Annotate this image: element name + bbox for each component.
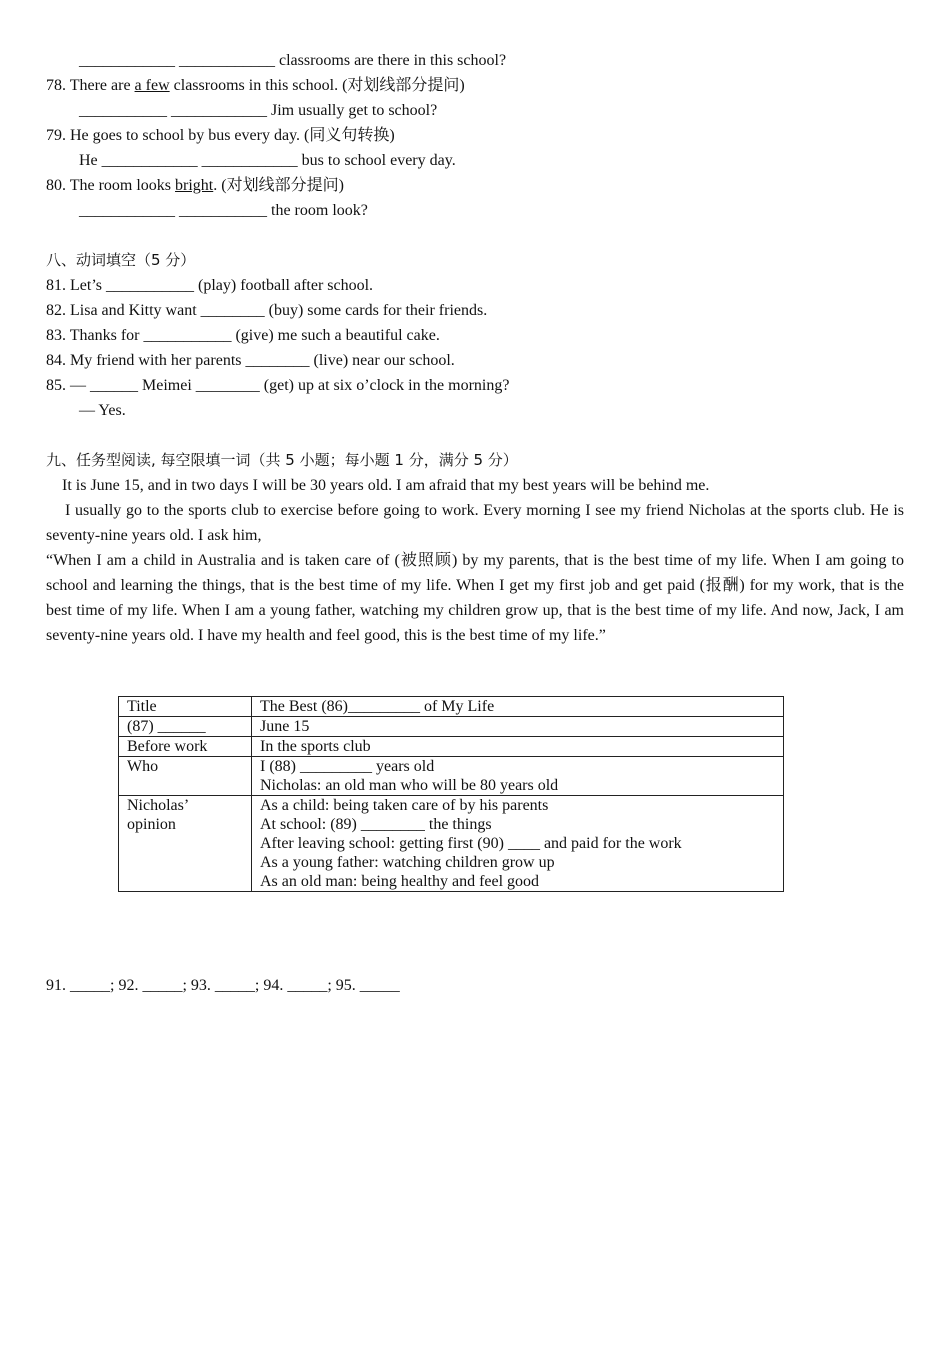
- passage-paragraph-2: I usually go to the sports club to exercise before going to work. Every morning I see my friend Nicholas at the sports club. He is seventy-nine years old. I ask him,: [46, 502, 904, 544]
- table-row: [119, 717, 784, 737]
- section-9-heading: 九、任务型阅读, 每空限填一词（共 5 小题；每小题 1 分，满分 5 分）: [46, 451, 518, 469]
- table-cell-line: I (88) _________ years old: [260, 758, 435, 775]
- table-row: [119, 796, 784, 892]
- q80-text-start: 80. The room looks: [46, 177, 176, 194]
- summary-table: [118, 696, 784, 892]
- table-cell-line: As an old man: being healthy and feel good: [260, 873, 540, 890]
- table-cell-value: The Best (86)_________ of My Life: [252, 697, 784, 717]
- question-82: 82. Lisa and Kitty want ________ (buy) some cards for their friends.: [46, 302, 488, 319]
- table-cell-value: [252, 796, 784, 892]
- table-cell-value: June 15: [252, 717, 784, 737]
- table-cell-label: [119, 796, 252, 892]
- q78-underlined-phrase: a few: [134, 77, 170, 94]
- table-row: [119, 697, 784, 717]
- question-79: 79. He goes to school by bus every day. (同义句转换): [46, 127, 395, 144]
- passage-paragraph-1: It is June 15, and in two days I will be 30 years old. I am afraid that my best years will be behind me.: [62, 477, 710, 494]
- table-cell-value: [252, 757, 784, 796]
- table-cell-label: Who: [119, 757, 252, 796]
- question-84: 84. My friend with her parents ________ (live) near our school.: [46, 352, 455, 369]
- answer-blanks-91-95: 91. _____; 92. _____; 93. _____; 94. _____; 95. _____: [46, 977, 400, 994]
- q85-reply: — Yes.: [79, 402, 126, 419]
- question-80: [46, 173, 344, 198]
- q78-answer-line: ___________ ____________ Jim usually get to school?: [79, 102, 438, 119]
- question-83: 83. Thanks for ___________ (give) me such a beautiful cake.: [46, 327, 440, 344]
- table-cell-line: At school: (89) ________ the things: [260, 816, 492, 833]
- q80-underlined-word: bright: [175, 177, 214, 194]
- table-cell-line: Nicholas: an old man who will be 80 years old: [260, 777, 559, 794]
- table-cell-label: Title: [119, 697, 252, 717]
- question-85: 85. — ______ Meimei ________ (get) up at six o’clock in the morning?: [46, 377, 510, 394]
- q79-answer-line: He ____________ ____________ bus to school every day.: [79, 152, 456, 169]
- table-row: [119, 757, 784, 796]
- table-cell-value: In the sports club: [252, 737, 784, 757]
- section-8-heading: 八、动词填空（5 分）: [46, 251, 196, 269]
- table-cell-label: (87) ______: [119, 717, 252, 737]
- table-cell-line: opinion: [127, 816, 176, 833]
- q80-text-end: . (对划线部分提问): [213, 177, 344, 194]
- table-cell-line: Nicholas’: [127, 797, 190, 814]
- question-81: 81. Let’s ___________ (play) football after school.: [46, 277, 374, 294]
- q78-text-start: 78. There are: [46, 77, 135, 94]
- table-row: [119, 737, 784, 757]
- table-cell-line: As a child: being taken care of by his parents: [260, 797, 549, 814]
- table-cell-line: As a young father: watching children grow up: [260, 854, 555, 871]
- q80-answer-line: ____________ ___________ the room look?: [79, 202, 368, 219]
- q78-text-end: classrooms in this school. (对划线部分提问): [169, 77, 465, 94]
- question-78: [46, 73, 465, 98]
- table-cell-label: Before work: [119, 737, 252, 757]
- q77-answer-line: ____________ ____________ classrooms are there in this school?: [79, 52, 507, 69]
- passage-paragraph-3: “When I am a child in Australia and is taken care of (被照顾) by my parents, that is the best time of my life. When I am going to school and learning the things, that is the best time of my life. When I get my first job and get paid (报酬) for my work, that is the best time of my life. When I am a young father, watching my children grow up, that is the best time of my life. And now, Jack, I am seventy-nine years old. I have my health and feel good, this is the best time of my life.”: [46, 552, 904, 644]
- table-cell-line: After leaving school: getting first (90) ____ and paid for the work: [260, 835, 682, 852]
